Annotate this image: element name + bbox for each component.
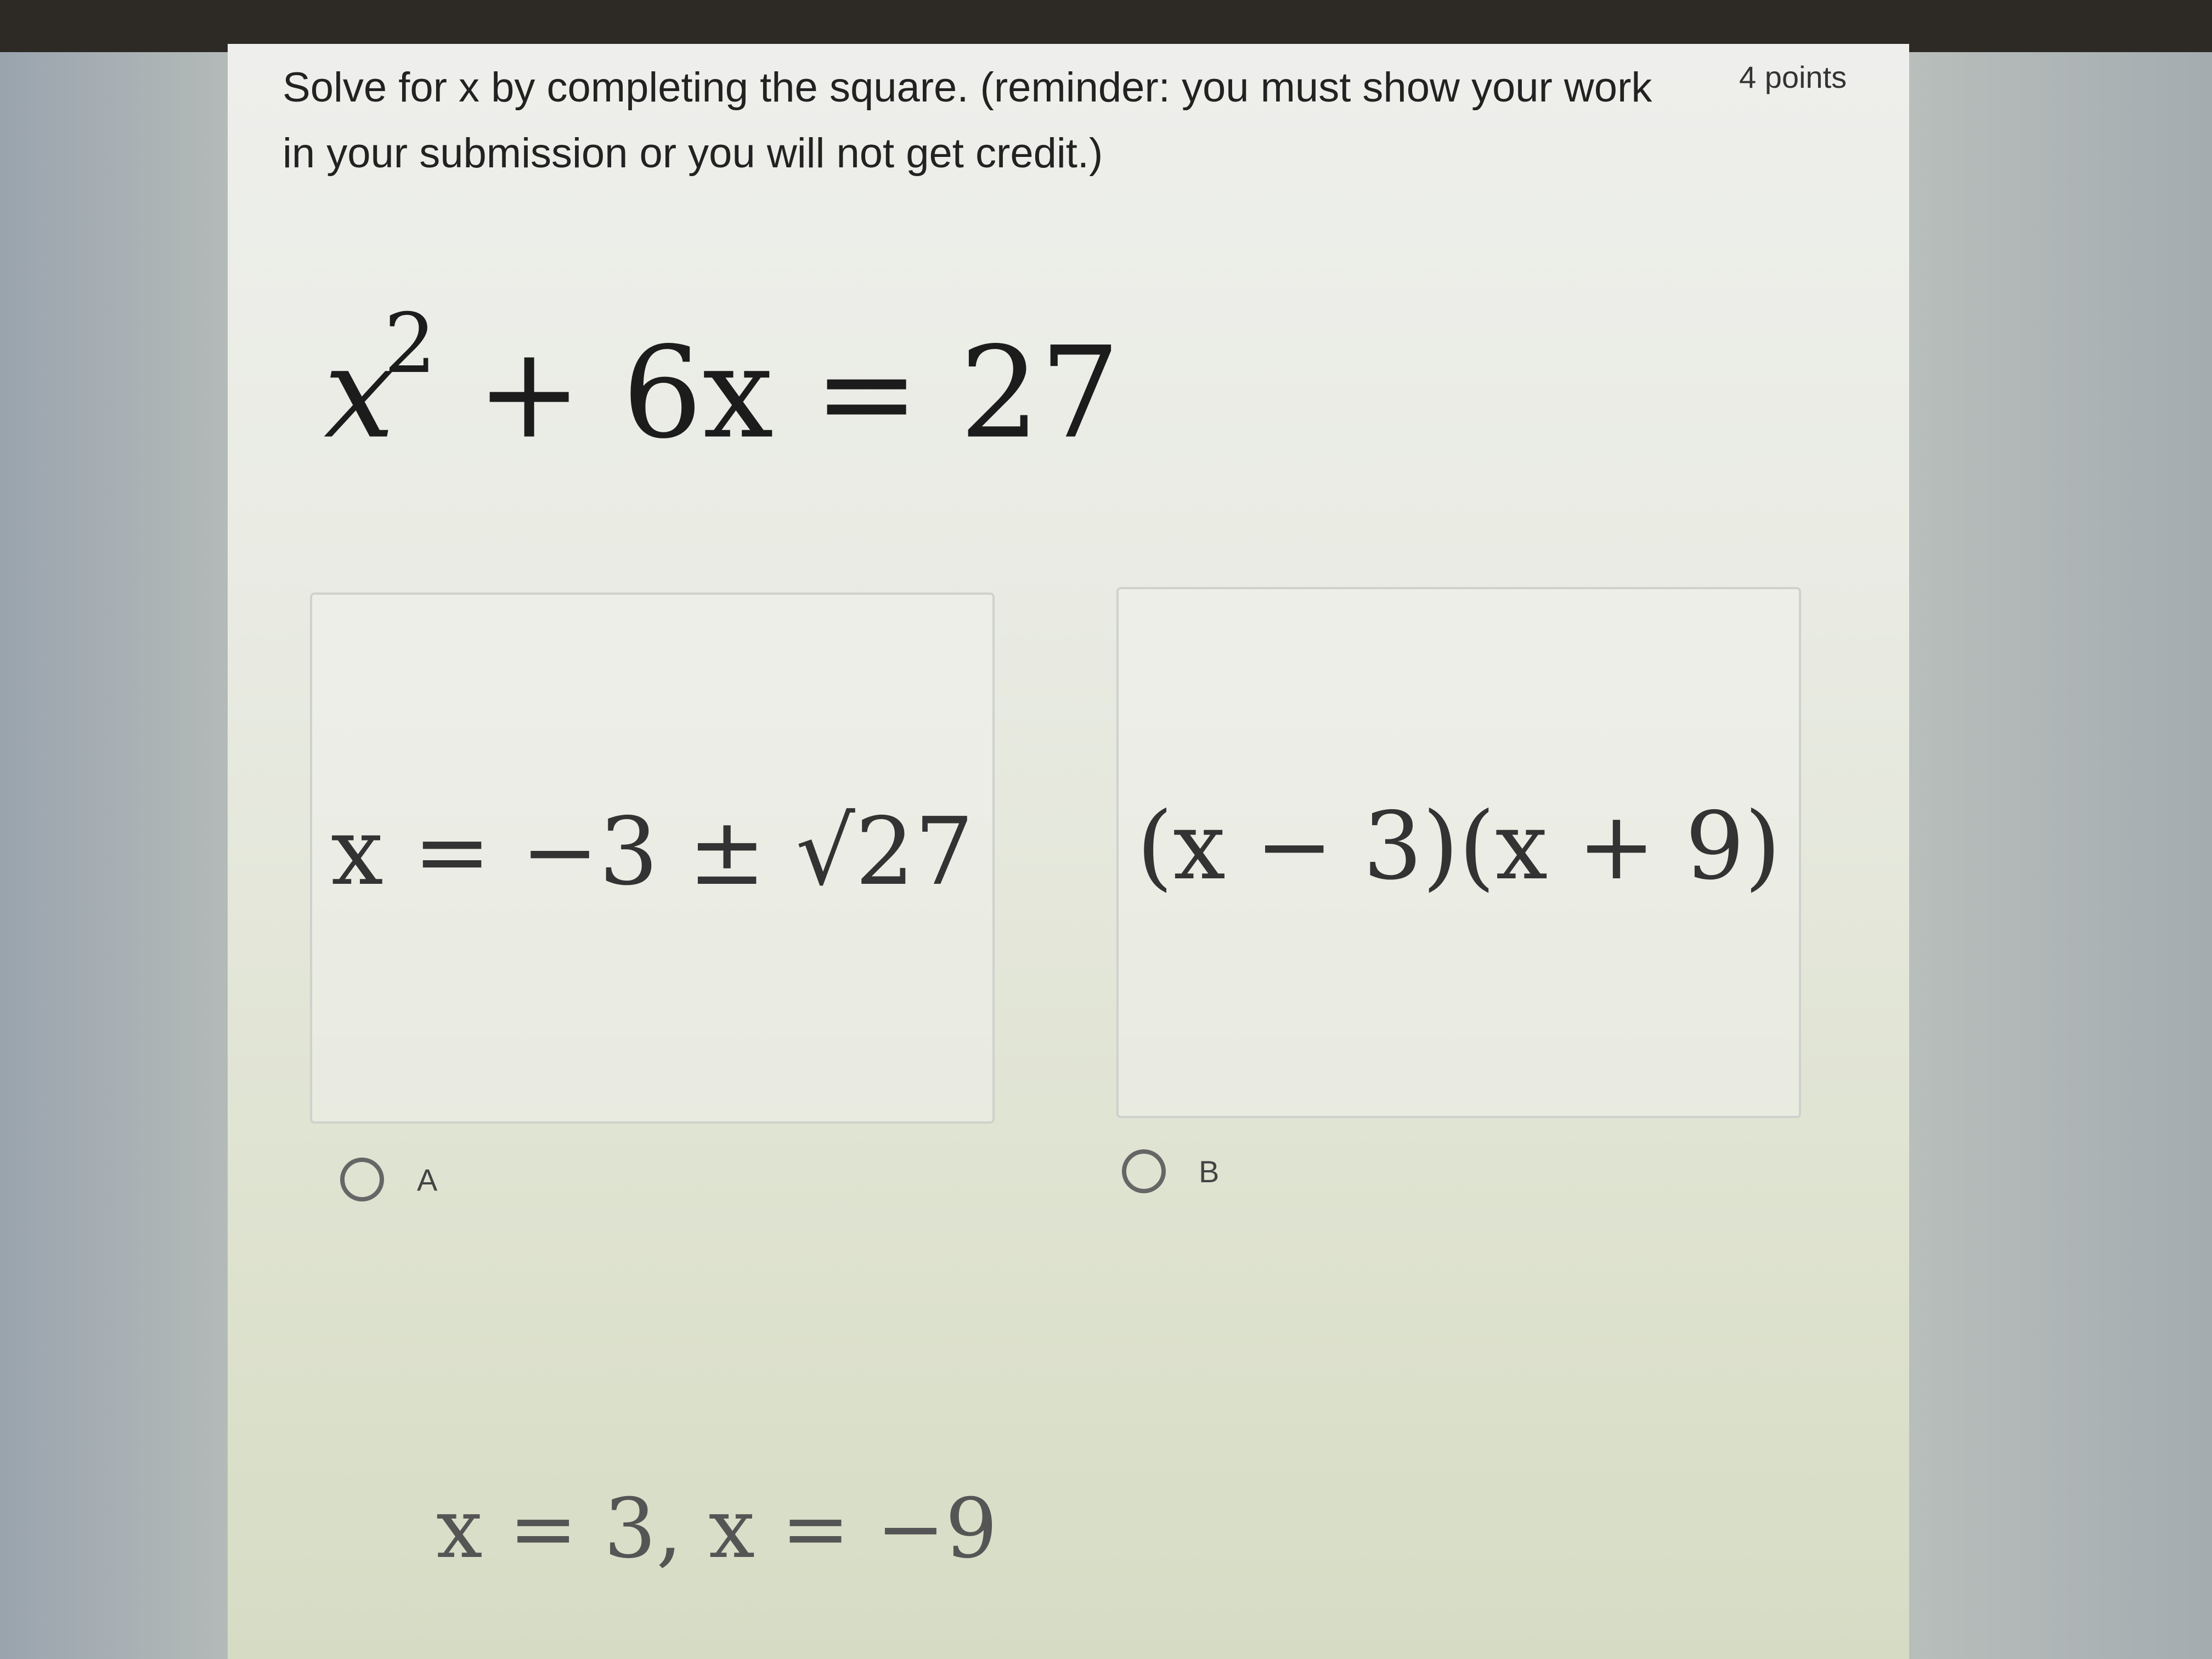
choice-a-label: A <box>417 1162 438 1197</box>
choice-a-option[interactable] <box>340 1158 437 1201</box>
choice-b-option[interactable] <box>1122 1149 1219 1193</box>
equation-exponent: 2 <box>383 296 437 392</box>
question-title: Solve for x by completing the square. (reminder: you must show your work in your submission or you will not get credit.) <box>283 64 1652 177</box>
page-background-left <box>0 52 228 1659</box>
choice-b-label: B <box>1199 1154 1220 1189</box>
choice-c-math: x = 3, x = −9 <box>436 1481 998 1577</box>
question-card <box>228 44 1909 1659</box>
choice-b-radio[interactable] <box>1122 1149 1166 1193</box>
equation-variable: x <box>324 320 395 467</box>
choice-b-math: (x − 3)(x + 9) <box>1136 792 1781 901</box>
question-equation <box>324 296 1120 467</box>
choice-b-image[interactable] <box>1116 587 1801 1118</box>
points-label: 4 points <box>1739 60 1847 94</box>
choice-a-math: x = −3 ± √27 <box>330 798 974 906</box>
choice-a-image[interactable] <box>310 592 995 1124</box>
equation-rest: + 6x = 27 <box>436 320 1120 467</box>
page-background-right <box>1909 52 2212 1659</box>
choice-a-radio[interactable] <box>340 1158 384 1201</box>
